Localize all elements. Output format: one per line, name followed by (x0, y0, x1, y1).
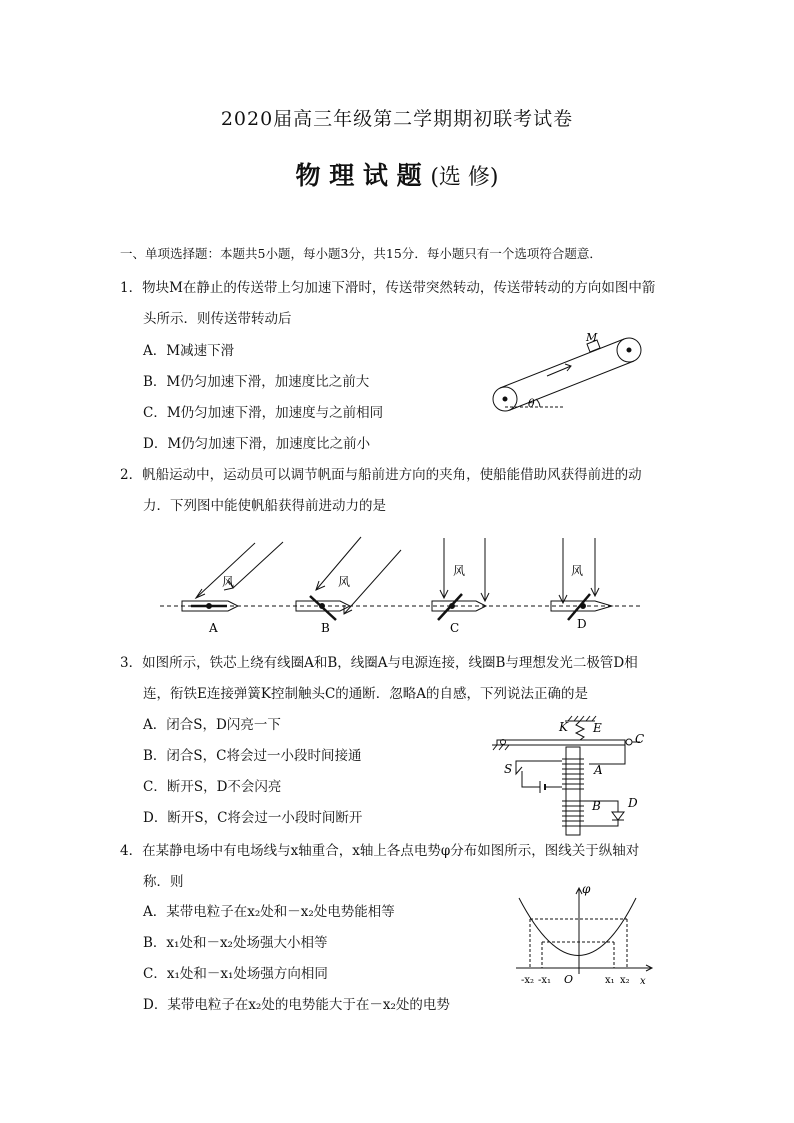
q4-stem-line1: 4．在某静电场中有电场线与x轴重合，x轴上各点电势φ分布如图所示，图线关于纵轴对 (120, 843, 640, 859)
q2-wind-label-c: 风 (453, 564, 466, 578)
q4-neg-x1-label: -x₁ (538, 975, 552, 986)
q2-stem-line2: 力．下列图中能使帆船获得前进动力的是 (143, 498, 386, 514)
q2-choice-b: B (321, 621, 330, 635)
q4-x1-label: x₁ (605, 975, 615, 986)
q3-spring-label: K (559, 720, 568, 734)
q1-angle-label: θ (528, 397, 535, 410)
q1-option-c: C．M仍匀加速下滑，加速度与之前相同 (143, 405, 384, 421)
q3-option-c: C．断开S，D不会闪亮 (143, 779, 282, 795)
q2-choice-d: D (577, 617, 587, 631)
q3-option-d: D．断开S，C将会过一小段时间断开 (143, 810, 363, 826)
q3-option-a: A．闭合S，D闪亮一下 (143, 717, 281, 733)
q4-phi-axis-label: φ (582, 882, 591, 896)
q4-option-d: D．某带电粒子在x₂处的电势能大于在－x₂处的电势 (143, 997, 450, 1013)
q1-stem-line1: 1．物块M在静止的传送带上匀加速下滑时，传送带突然转动，传送带转动的方向如图中箭 (120, 280, 656, 296)
q2-wind-label-d: 风 (571, 564, 584, 578)
q3-coil-a-label: A (594, 763, 603, 777)
q4-option-a: A．某带电粒子在x₂处和－x₂处电势能相等 (143, 904, 395, 920)
subject-name: 物 理 试 题 (295, 161, 422, 190)
q2-wind-label-a: 风 (222, 575, 235, 589)
q1-stem-line2: 头所示．则传送带转动后 (143, 311, 292, 327)
section-heading: 一、单项选择题：本题共5小题，每小题3分，共15分．每小题只有一个选项符合题意． (120, 246, 602, 261)
q1-option-a: A．M减速下滑 (143, 343, 235, 359)
q3-coil-b-label: B (592, 799, 601, 813)
q4-x-axis-label: x (640, 976, 646, 987)
q4-neg-x2-label: -x₂ (521, 975, 535, 986)
q4-stem-line2: 称．则 (143, 874, 184, 890)
subject-type: (选 修) (430, 165, 499, 190)
paper-subject-title (0, 156, 794, 192)
q1-option-b: B．M仍匀加速下滑，加速度比之前大 (143, 374, 370, 390)
q3-armature-label: E (593, 721, 602, 735)
q3-contact-label: C (635, 732, 645, 746)
q4-x2-label: x₂ (620, 975, 630, 986)
q4-option-b: B．x₁处和－x₂处场强大小相等 (143, 935, 328, 951)
q2-wind-label-b: 风 (338, 575, 351, 589)
exam-title: 2020届高三年级第二学期期初联考试卷 (220, 108, 574, 130)
q4-origin-label: O (564, 973, 574, 986)
q3-stem-line2: 连，衔铁E连接弹簧K控制触头C的通断．忽略A的自感，下列说法正确的是 (143, 686, 589, 702)
q3-stem-line1: 3．如图所示，铁芯上绕有线圈A和B，线圈A与电源连接，线圈B与理想发光二极管D相 (120, 655, 638, 671)
q2-stem-line1: 2．帆船运动中，运动员可以调节帆面与船前进方向的夹角，使船能借助风获得前进的动 (120, 467, 642, 483)
q4-option-c: C．x₁处和－x₁处场强方向相同 (143, 966, 328, 982)
q1-option-d: D．M仍匀加速下滑，加速度比之前小 (143, 436, 371, 452)
q2-choice-c: C (450, 621, 460, 635)
q3-diode-label: D (628, 796, 638, 810)
q2-choice-a: A (209, 621, 218, 635)
q3-switch-label: S (504, 762, 513, 776)
q3-option-b: B．闭合S，C将会过一小段时间接通 (143, 748, 362, 764)
q1-block-label: M (586, 331, 598, 344)
